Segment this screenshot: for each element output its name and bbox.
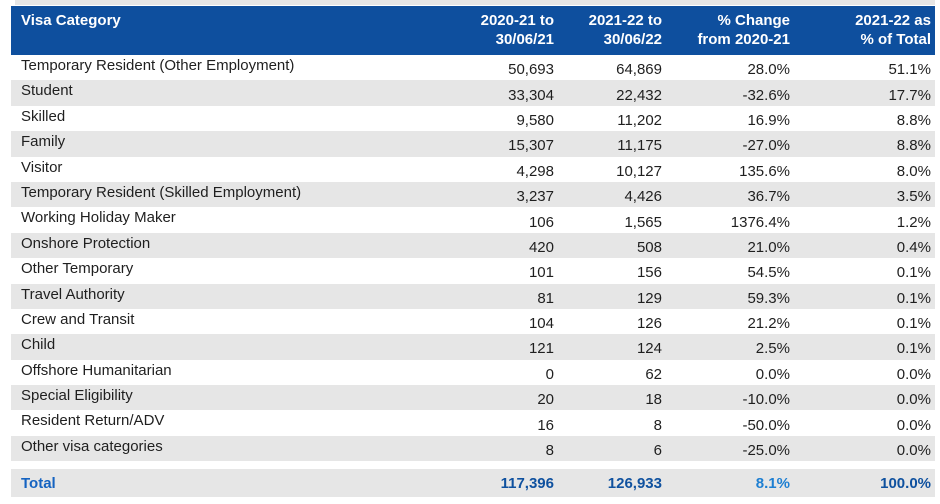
pct-change-cell: 21.0% bbox=[747, 238, 790, 256]
col-header-line1: 2020-21 to bbox=[480, 12, 554, 29]
value-2020-21-cell: 106 bbox=[528, 213, 554, 231]
table-row bbox=[11, 207, 935, 232]
value-2020-21-cell: 3,237 bbox=[516, 188, 554, 206]
value-2020-21-cell: 104 bbox=[528, 315, 554, 333]
value-2020-21-cell: 20 bbox=[537, 391, 554, 409]
pct-of-total-cell: 8.8% bbox=[896, 137, 931, 155]
col-header-pct-change bbox=[666, 6, 794, 55]
value-2021-22-cell: 11,175 bbox=[617, 137, 662, 155]
pct-change-cell: 59.3% bbox=[747, 289, 790, 307]
category-cell: Family bbox=[21, 133, 66, 151]
pct-change-cell: 1376.4% bbox=[730, 213, 790, 231]
table-row bbox=[11, 157, 935, 182]
table-row bbox=[11, 284, 935, 309]
table-row bbox=[11, 410, 935, 435]
category-cell: Other Temporary bbox=[21, 260, 134, 278]
col-header-line1: % Change bbox=[717, 12, 790, 29]
category-cell: Child bbox=[21, 336, 56, 354]
value-2020-21-cell: 4,298 bbox=[516, 162, 554, 180]
col-header-line2: 30/06/22 bbox=[603, 31, 662, 48]
value-2021-22-cell: 508 bbox=[636, 238, 662, 256]
value-2021-22-cell: 64,869 bbox=[616, 61, 662, 79]
value-2021-22-cell: 8 bbox=[653, 416, 662, 434]
table-row bbox=[11, 131, 935, 156]
top-divider bbox=[15, 0, 935, 5]
total-2021-22: 126,933 bbox=[607, 474, 662, 492]
category-cell: Working Holiday Maker bbox=[21, 209, 176, 227]
pct-of-total-cell: 0.0% bbox=[896, 391, 931, 409]
value-2020-21-cell: 9,580 bbox=[516, 111, 554, 129]
value-2021-22-cell: 126 bbox=[636, 315, 662, 333]
pct-of-total-cell: 0.0% bbox=[896, 416, 931, 434]
pct-change-cell: -27.0% bbox=[742, 137, 790, 155]
pct-of-total-cell: 8.8% bbox=[896, 111, 931, 129]
pct-of-total-cell: 0.4% bbox=[896, 238, 931, 256]
col-header-line1: 2021-22 as bbox=[855, 12, 931, 29]
category-cell: Temporary Resident (Skilled Employment) bbox=[21, 183, 302, 201]
category-cell: Crew and Transit bbox=[21, 310, 135, 328]
spacer-cell bbox=[11, 461, 935, 469]
value-2020-21-cell: 16 bbox=[537, 416, 554, 434]
pct-of-total-cell: 3.5% bbox=[896, 188, 931, 206]
col-header-line2: 30/06/21 bbox=[495, 31, 554, 48]
value-2021-22-cell: 1,565 bbox=[624, 213, 662, 231]
pct-of-total-cell: 1.2% bbox=[896, 213, 931, 231]
value-2020-21-cell: 8 bbox=[545, 442, 554, 460]
pct-of-total-cell: 17.7% bbox=[888, 86, 931, 104]
col-header-visa-category bbox=[11, 6, 440, 55]
value-2021-22-cell: 6 bbox=[653, 442, 662, 460]
col-header-pct-of-total bbox=[794, 6, 935, 55]
pct-of-total-cell: 0.1% bbox=[896, 315, 931, 333]
pct-change-cell: -32.6% bbox=[742, 86, 790, 104]
value-2021-22-cell: 18 bbox=[645, 391, 662, 409]
pct-of-total-cell: 8.0% bbox=[896, 162, 931, 180]
col-header-line2: from 2020-21 bbox=[697, 31, 790, 48]
total-pct-of-total: 100.0% bbox=[880, 474, 931, 492]
table-row bbox=[11, 182, 935, 207]
pct-of-total-cell: 0.0% bbox=[896, 365, 931, 383]
category-cell: Resident Return/ADV bbox=[21, 412, 165, 430]
table-row bbox=[11, 436, 935, 461]
pct-change-cell: 2.5% bbox=[755, 340, 790, 358]
pct-change-cell: -25.0% bbox=[742, 442, 790, 460]
spacer-row bbox=[11, 461, 935, 469]
value-2020-21-cell: 121 bbox=[528, 340, 554, 358]
value-2021-22-cell: 22,432 bbox=[616, 86, 662, 104]
category-cell: Skilled bbox=[21, 107, 66, 125]
category-cell: Student bbox=[21, 82, 73, 100]
pct-change-cell: -50.0% bbox=[742, 416, 790, 434]
value-2021-22-cell: 10,127 bbox=[616, 162, 662, 180]
pct-change-cell: 21.2% bbox=[747, 315, 790, 333]
pct-of-total-cell: 0.0% bbox=[896, 442, 931, 460]
category-cell: Visitor bbox=[21, 158, 63, 176]
value-2021-22-cell: 4,426 bbox=[624, 188, 662, 206]
col-header-2020-21 bbox=[440, 6, 558, 55]
pct-of-total-cell: 0.1% bbox=[896, 289, 931, 307]
visa-category-table bbox=[11, 6, 935, 497]
pct-of-total-cell: 0.1% bbox=[896, 340, 931, 358]
pct-change-cell: 36.7% bbox=[747, 188, 790, 206]
pct-change-cell: -10.0% bbox=[742, 391, 790, 409]
value-2020-21-cell: 50,693 bbox=[508, 61, 554, 79]
value-2020-21-cell: 33,304 bbox=[508, 86, 554, 104]
pct-change-cell: 0.0% bbox=[755, 365, 790, 383]
pct-change-cell: 135.6% bbox=[739, 162, 790, 180]
category-cell: Onshore Protection bbox=[21, 234, 151, 252]
total-row bbox=[11, 469, 935, 497]
pct-change-cell: 28.0% bbox=[747, 61, 790, 79]
value-2021-22-cell: 129 bbox=[636, 289, 662, 307]
value-2020-21-cell: 81 bbox=[537, 289, 554, 307]
value-2020-21-cell: 15,307 bbox=[508, 137, 554, 155]
category-cell: Other visa categories bbox=[21, 437, 163, 455]
table-body bbox=[11, 55, 935, 461]
table-row bbox=[11, 258, 935, 283]
table-row bbox=[11, 233, 935, 258]
col-header-2021-22 bbox=[558, 6, 666, 55]
table-row bbox=[11, 334, 935, 359]
pct-change-cell: 54.5% bbox=[747, 264, 790, 282]
value-2020-21-cell: 420 bbox=[528, 238, 554, 256]
pct-of-total-cell: 51.1% bbox=[888, 61, 931, 79]
total-label: Total bbox=[21, 474, 56, 492]
table-header-row bbox=[11, 6, 935, 55]
table-row bbox=[11, 106, 935, 131]
category-cell: Temporary Resident (Other Employment) bbox=[21, 57, 295, 74]
value-2021-22-cell: 62 bbox=[645, 365, 662, 383]
col-header-line2: % of Total bbox=[860, 31, 931, 48]
total-2020-21: 117,396 bbox=[500, 474, 554, 492]
pct-of-total-cell: 0.1% bbox=[896, 264, 931, 282]
value-2020-21-cell: 0 bbox=[545, 365, 554, 383]
category-cell: Offshore Humanitarian bbox=[21, 361, 172, 379]
table-row bbox=[11, 360, 935, 385]
table-row bbox=[11, 80, 935, 105]
value-2021-22-cell: 11,202 bbox=[617, 111, 662, 129]
category-cell: Travel Authority bbox=[21, 285, 125, 303]
col-header-line1: Visa Category bbox=[21, 12, 121, 29]
total-pct-change: 8.1% bbox=[755, 474, 790, 492]
value-2021-22-cell: 156 bbox=[636, 264, 662, 282]
table-row bbox=[11, 55, 935, 80]
value-2020-21-cell: 101 bbox=[528, 264, 554, 282]
value-2021-22-cell: 124 bbox=[636, 340, 662, 358]
pct-change-cell: 16.9% bbox=[747, 111, 790, 129]
table-row bbox=[11, 385, 935, 410]
category-cell: Special Eligibility bbox=[21, 387, 133, 405]
col-header-line1: 2021-22 to bbox=[588, 12, 662, 29]
table-row bbox=[11, 309, 935, 334]
